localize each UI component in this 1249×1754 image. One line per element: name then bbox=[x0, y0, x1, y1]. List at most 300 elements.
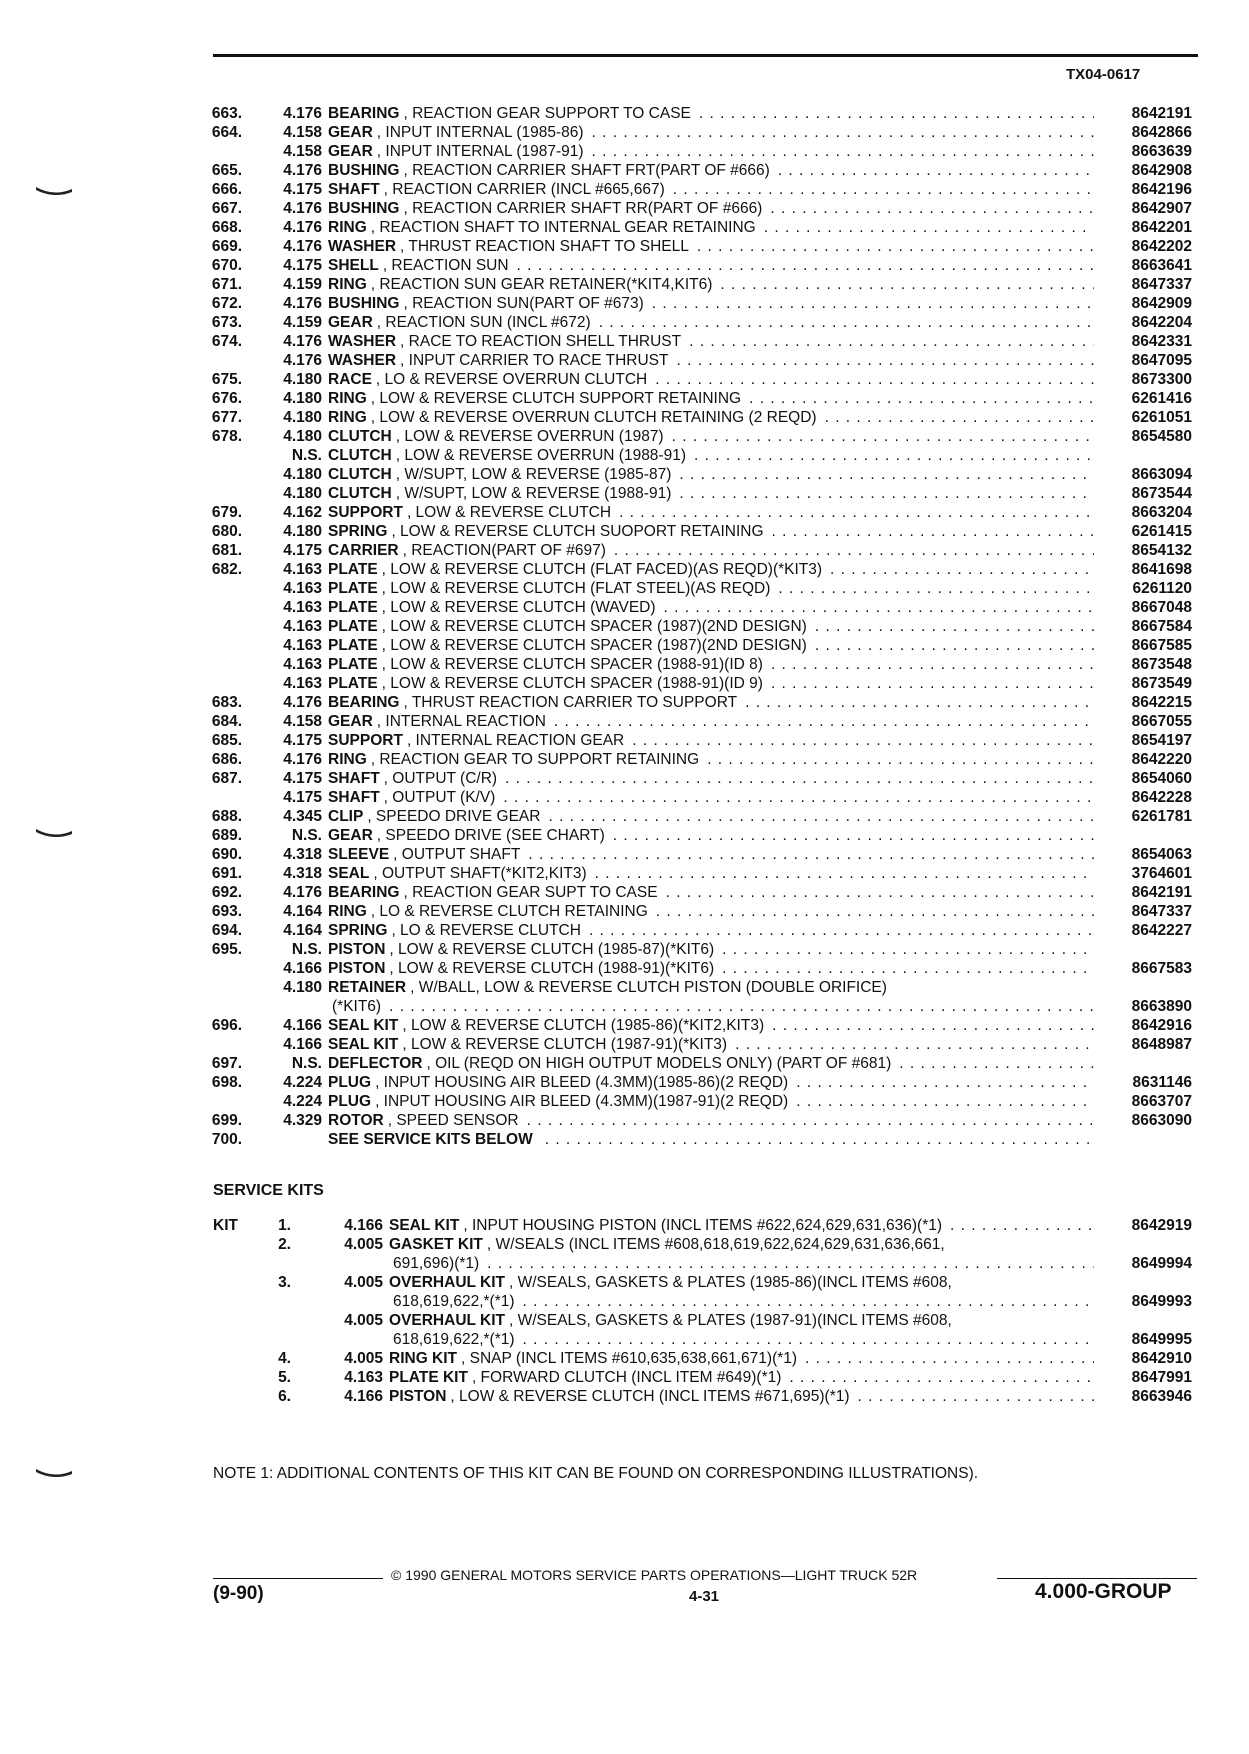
kit-row bbox=[213, 1273, 1192, 1292]
description bbox=[328, 693, 1104, 712]
illustration-ref: 4.180 bbox=[283, 390, 322, 407]
service-kits-list bbox=[213, 1216, 1192, 1406]
illustration-ref: 4.164 bbox=[283, 903, 322, 920]
part-number: 8654060 bbox=[1131, 770, 1192, 787]
part-description: , REACTION(PART OF #697) bbox=[402, 542, 606, 559]
part-description: , LOW & REVERSE CLUTCH (FLAT STEEL)(AS REQD) bbox=[381, 580, 771, 597]
part-description: , REACTION SHAFT TO INTERNAL GEAR RETAINING bbox=[370, 219, 756, 236]
part-name: CLUTCH bbox=[328, 447, 392, 464]
kit-row bbox=[213, 1368, 1192, 1387]
illustration-ref: 4.159 bbox=[283, 314, 322, 331]
illustration-ref: 4.163 bbox=[283, 580, 322, 597]
part-description: 691,696)(*1) bbox=[393, 1255, 480, 1272]
part-description: , OUTPUT SHAFT bbox=[393, 846, 521, 863]
description bbox=[328, 332, 1104, 351]
dot-leader bbox=[772, 522, 1095, 541]
dot-leader bbox=[672, 427, 1094, 446]
dot-leader bbox=[655, 370, 1094, 389]
part-number: 8642191 bbox=[1131, 105, 1192, 122]
part-number: 8631146 bbox=[1132, 1074, 1192, 1091]
illustration-ref: 4.158 bbox=[283, 713, 322, 730]
item-number: 666. bbox=[211, 181, 242, 198]
dot-leader bbox=[545, 1130, 1094, 1149]
dot-leader bbox=[389, 997, 1094, 1016]
part-number: 8642907 bbox=[1131, 200, 1192, 217]
description bbox=[328, 351, 1104, 370]
part-description: , REACTION CARRIER SHAFT RR(PART OF #666) bbox=[403, 200, 763, 217]
description bbox=[328, 902, 1104, 921]
item-number: 675. bbox=[211, 371, 242, 388]
illustration-ref: 4.158 bbox=[283, 143, 322, 160]
part-description: , REACTION GEAR SUPPORT TO CASE bbox=[403, 105, 691, 122]
illustration-ref: 4.176 bbox=[283, 333, 322, 350]
part-description: , LO & REVERSE OVERRUN CLUTCH bbox=[375, 371, 648, 388]
description bbox=[328, 1073, 1104, 1092]
dot-leader bbox=[548, 807, 1094, 826]
part-description: , REACTION GEAR TO SUPPORT RETAINING bbox=[370, 751, 700, 768]
part-number bbox=[1104, 1235, 1192, 1254]
illustration-ref bbox=[291, 1254, 389, 1273]
part-row bbox=[200, 199, 1192, 218]
item-number: 682. bbox=[211, 561, 242, 578]
description bbox=[328, 522, 1104, 541]
part-description: , REACTION SUN bbox=[382, 257, 509, 274]
part-row bbox=[200, 370, 1192, 389]
part-name: OVERHAUL KIT bbox=[389, 1312, 505, 1329]
illustration-ref: 4.163 bbox=[283, 637, 322, 654]
dot-leader bbox=[771, 674, 1094, 693]
dot-leader bbox=[789, 1368, 1094, 1387]
description bbox=[389, 1330, 1104, 1349]
part-number: 8667048 bbox=[1131, 599, 1192, 616]
illustration-ref bbox=[242, 997, 328, 1016]
part-row bbox=[200, 446, 1192, 465]
part-description: , REACTION CARRIER (INCL #665,667) bbox=[383, 181, 665, 198]
part-number bbox=[1104, 1054, 1192, 1073]
description bbox=[389, 1349, 1104, 1368]
part-name: PLATE KIT bbox=[389, 1369, 468, 1386]
dot-leader bbox=[745, 693, 1094, 712]
part-name: PISTON bbox=[389, 1388, 447, 1405]
illustration-ref: 4.180 bbox=[283, 523, 322, 540]
part-number: 8654580 bbox=[1131, 428, 1192, 445]
illustration-ref: 4.162 bbox=[283, 504, 322, 521]
dot-leader bbox=[778, 161, 1094, 180]
dot-leader bbox=[815, 617, 1094, 636]
part-number: 8647095 bbox=[1131, 352, 1192, 369]
part-row bbox=[200, 541, 1192, 560]
part-number: 8642910 bbox=[1131, 1350, 1192, 1367]
part-number: 8673544 bbox=[1131, 485, 1192, 502]
part-number: 8642866 bbox=[1131, 124, 1192, 141]
illustration-ref: 4.329 bbox=[283, 1112, 322, 1129]
dot-leader bbox=[656, 902, 1094, 921]
part-number: 8654132 bbox=[1131, 542, 1192, 559]
part-description: , LOW & REVERSE CLUTCH SPACER (1988-91)(ID 9) bbox=[381, 675, 763, 692]
parts-list bbox=[200, 104, 1192, 1149]
part-description: , SPEEDO DRIVE (SEE CHART) bbox=[376, 827, 605, 844]
illustration-ref: N.S. bbox=[291, 447, 322, 464]
illustration-ref: 4.175 bbox=[283, 732, 322, 749]
description bbox=[389, 1368, 1104, 1387]
description bbox=[328, 275, 1104, 294]
description bbox=[328, 1035, 1104, 1054]
part-description: , LOW & REVERSE CLUTCH (WAVED) bbox=[381, 599, 656, 616]
item-number: 4. bbox=[278, 1350, 291, 1367]
dot-leader bbox=[505, 769, 1094, 788]
part-description: , LOW & REVERSE OVERRUN (1988-91) bbox=[395, 447, 686, 464]
dot-leader bbox=[528, 845, 1094, 864]
illustration-ref: 4.166 bbox=[283, 1036, 322, 1053]
part-description: , OIL (REQD ON HIGH OUTPUT MODELS ONLY) (PART OF #681) bbox=[426, 1055, 892, 1072]
illustration-ref: 4.180 bbox=[283, 409, 322, 426]
part-number: 8663090 bbox=[1131, 1112, 1192, 1129]
part-description: , THRUST REACTION SHAFT TO SHELL bbox=[400, 238, 689, 255]
description bbox=[328, 142, 1104, 161]
dot-leader bbox=[517, 256, 1094, 275]
description bbox=[328, 959, 1104, 978]
part-name: RING bbox=[328, 751, 367, 768]
part-row bbox=[200, 921, 1192, 940]
part-number: 8642220 bbox=[1131, 751, 1192, 768]
item-number bbox=[200, 978, 242, 997]
dot-leader bbox=[589, 921, 1094, 940]
description bbox=[328, 1016, 1104, 1035]
part-description: (*KIT6) bbox=[332, 998, 382, 1015]
part-name: RING bbox=[328, 219, 367, 236]
item-number bbox=[200, 465, 242, 484]
part-row bbox=[200, 180, 1192, 199]
part-name: PLATE bbox=[328, 599, 378, 616]
part-name: BEARING bbox=[328, 884, 400, 901]
part-number: 8663204 bbox=[1131, 504, 1192, 521]
part-row bbox=[200, 408, 1192, 427]
part-name: PISTON bbox=[328, 960, 386, 977]
part-number bbox=[1104, 940, 1192, 959]
dot-leader bbox=[764, 218, 1094, 237]
description bbox=[328, 1054, 1104, 1073]
illustration-ref: 4.180 bbox=[283, 428, 322, 445]
part-row bbox=[200, 1016, 1192, 1035]
kit-label bbox=[213, 1387, 263, 1406]
illustration-ref: 4.180 bbox=[283, 979, 322, 996]
illustration-ref: 4.176 bbox=[283, 238, 322, 255]
part-name: BEARING bbox=[328, 694, 400, 711]
item-number: 693. bbox=[211, 903, 242, 920]
item-number: 684. bbox=[211, 713, 242, 730]
illustration-ref: 4.005 bbox=[344, 1236, 383, 1253]
part-description: , OUTPUT (K/V) bbox=[383, 789, 496, 806]
part-number: 8667585 bbox=[1131, 637, 1192, 654]
part-description: , W/SEALS, GASKETS & PLATES (1987-91)(INCL ITEMS #608, bbox=[508, 1312, 952, 1329]
part-row bbox=[200, 522, 1192, 541]
illustration-ref: 4.318 bbox=[283, 865, 322, 882]
part-row bbox=[200, 1092, 1192, 1111]
description bbox=[328, 978, 1104, 997]
illustration-ref: 4.163 bbox=[344, 1369, 383, 1386]
illustration-ref: 4.180 bbox=[283, 485, 322, 502]
part-row bbox=[200, 142, 1192, 161]
part-number: 8667584 bbox=[1131, 618, 1192, 635]
item-number: 668. bbox=[211, 219, 242, 236]
description bbox=[328, 237, 1104, 256]
part-description: , LOW & REVERSE CLUTCH (1987-91)(*KIT3) bbox=[402, 1036, 728, 1053]
part-description: , SPEED SENSOR bbox=[387, 1112, 519, 1129]
item-number: 681. bbox=[211, 542, 242, 559]
kit-label bbox=[213, 1368, 263, 1387]
illustration-ref: N.S. bbox=[291, 827, 322, 844]
part-description: , REACTION CARRIER SHAFT FRT(PART OF #666) bbox=[403, 162, 770, 179]
part-number: 8654063 bbox=[1131, 846, 1192, 863]
binder-hole-mark bbox=[36, 1467, 72, 1477]
illustration-ref: 4.163 bbox=[283, 675, 322, 692]
illustration-ref: 4.345 bbox=[283, 808, 322, 825]
part-number: 8667583 bbox=[1131, 960, 1192, 977]
part-description: , INPUT HOUSING AIR BLEED (4.3MM)(1985-86)(2 REQD) bbox=[375, 1074, 789, 1091]
item-number: 667. bbox=[211, 200, 242, 217]
part-number: 3764601 bbox=[1131, 865, 1192, 882]
part-number: 8642331 bbox=[1131, 333, 1192, 350]
part-description: , INTERNAL REACTION bbox=[376, 713, 546, 730]
item-number: 671. bbox=[211, 276, 242, 293]
part-row bbox=[200, 636, 1192, 655]
part-number: 8663094 bbox=[1131, 466, 1192, 483]
description bbox=[328, 256, 1104, 275]
part-row bbox=[200, 883, 1192, 902]
part-row bbox=[200, 997, 1192, 1016]
part-number: 8649994 bbox=[1131, 1255, 1192, 1272]
kit-row bbox=[213, 1216, 1192, 1235]
kit-label bbox=[213, 1235, 263, 1254]
kit-label bbox=[213, 1292, 263, 1311]
illustration-ref: 4.005 bbox=[344, 1274, 383, 1291]
dot-leader bbox=[770, 199, 1094, 218]
dot-leader bbox=[771, 655, 1094, 674]
kit-label: KIT bbox=[213, 1217, 238, 1234]
item-number bbox=[200, 1092, 242, 1111]
kit-label bbox=[213, 1254, 263, 1273]
item-number: 674. bbox=[211, 333, 242, 350]
part-row bbox=[200, 826, 1192, 845]
description bbox=[328, 940, 1104, 959]
description bbox=[328, 807, 1104, 826]
part-name: GEAR bbox=[328, 314, 373, 331]
part-description: , LO & REVERSE CLUTCH RETAINING bbox=[370, 903, 648, 920]
part-name: SEAL bbox=[328, 865, 370, 882]
part-number: 8642202 bbox=[1131, 238, 1192, 255]
item-number: 691. bbox=[211, 865, 242, 882]
item-number: 677. bbox=[211, 409, 242, 426]
illustration-ref: 4.176 bbox=[283, 295, 322, 312]
part-name: SEAL KIT bbox=[328, 1036, 399, 1053]
item-number: 678. bbox=[211, 428, 242, 445]
part-name: WASHER bbox=[328, 238, 397, 255]
description bbox=[328, 484, 1104, 503]
part-number: 8642919 bbox=[1131, 1217, 1192, 1234]
dot-leader bbox=[796, 1092, 1094, 1111]
item-number bbox=[200, 655, 242, 674]
part-description: , LOW & REVERSE CLUTCH SPACER (1987)(2ND DESIGN) bbox=[381, 618, 807, 635]
illustration-ref: 4.005 bbox=[344, 1350, 383, 1367]
part-number bbox=[1104, 826, 1192, 845]
item-number bbox=[200, 636, 242, 655]
part-row bbox=[200, 617, 1192, 636]
kit-row bbox=[213, 1311, 1192, 1330]
part-name: CLUTCH bbox=[328, 485, 392, 502]
part-name: RING bbox=[328, 409, 367, 426]
item-number: 673. bbox=[211, 314, 242, 331]
part-name: CARRIER bbox=[328, 542, 399, 559]
part-description: , LOW & REVERSE CLUTCH SPACER (1988-91)(ID 8) bbox=[381, 656, 763, 673]
description bbox=[389, 1216, 1104, 1235]
dot-leader bbox=[796, 1073, 1094, 1092]
item-number: 695. bbox=[211, 941, 242, 958]
part-description: , LOW & REVERSE CLUTCH (1985-86)(*KIT2,KIT3) bbox=[402, 1017, 765, 1034]
part-number: 8663890 bbox=[1131, 998, 1192, 1015]
item-number bbox=[263, 1311, 291, 1330]
dot-leader bbox=[720, 275, 1094, 294]
part-name: ROTOR bbox=[328, 1112, 384, 1129]
part-number: 8642228 bbox=[1131, 789, 1192, 806]
illustration-ref: 4.175 bbox=[283, 257, 322, 274]
item-number bbox=[200, 617, 242, 636]
description bbox=[389, 1273, 1104, 1292]
part-description: , LOW & REVERSE OVERRUN CLUTCH RETAINING (2 REQD) bbox=[370, 409, 817, 426]
part-number: 8642909 bbox=[1131, 295, 1192, 312]
item-number bbox=[200, 446, 242, 465]
part-name: OVERHAUL KIT bbox=[389, 1274, 505, 1291]
dot-leader bbox=[523, 1292, 1094, 1311]
illustration-ref bbox=[291, 1292, 389, 1311]
service-kits-heading: SERVICE KITS bbox=[213, 1182, 324, 1199]
part-number: 8663946 bbox=[1131, 1388, 1192, 1405]
part-name: SEAL KIT bbox=[389, 1217, 460, 1234]
part-number: 8663641 bbox=[1131, 257, 1192, 274]
dot-leader bbox=[722, 940, 1094, 959]
description bbox=[328, 579, 1104, 598]
illustration-ref bbox=[291, 1330, 389, 1349]
description bbox=[328, 997, 1104, 1016]
part-description: , FORWARD CLUTCH (INCL ITEM #649)(*1) bbox=[471, 1369, 782, 1386]
part-number: 8649995 bbox=[1131, 1331, 1192, 1348]
part-name: SPRING bbox=[328, 523, 388, 540]
description bbox=[328, 560, 1104, 579]
part-number: 8642204 bbox=[1131, 314, 1192, 331]
dot-leader bbox=[772, 1016, 1094, 1035]
part-row bbox=[200, 845, 1192, 864]
part-row bbox=[200, 579, 1192, 598]
item-number: 685. bbox=[211, 732, 242, 749]
part-name: WASHER bbox=[328, 352, 397, 369]
kit-row bbox=[213, 1387, 1192, 1406]
description bbox=[328, 788, 1104, 807]
illustration-ref: 4.166 bbox=[344, 1388, 383, 1405]
part-description: , RACE TO REACTION SHELL THRUST bbox=[400, 333, 682, 350]
part-name: PLATE bbox=[328, 637, 378, 654]
part-row bbox=[200, 674, 1192, 693]
part-description: , LOW & REVERSE CLUTCH bbox=[406, 504, 612, 521]
illustration-ref: 4.176 bbox=[283, 352, 322, 369]
part-number: 6261051 bbox=[1131, 409, 1192, 426]
part-name: PLUG bbox=[328, 1093, 372, 1110]
part-description: , W/SEALS, GASKETS & PLATES (1985-86)(INCL ITEMS #608, bbox=[508, 1274, 952, 1291]
part-description: , SPEEDO DRIVE GEAR bbox=[367, 808, 541, 825]
part-number: 8642908 bbox=[1131, 162, 1192, 179]
illustration-ref: 4.176 bbox=[283, 219, 322, 236]
part-number: 8642227 bbox=[1131, 922, 1192, 939]
part-number bbox=[1104, 1311, 1192, 1330]
description bbox=[328, 845, 1104, 864]
part-name: GEAR bbox=[328, 143, 373, 160]
description bbox=[328, 218, 1104, 237]
part-name: SEE SERVICE KITS BELOW bbox=[328, 1131, 533, 1148]
part-description: , OUTPUT (C/R) bbox=[383, 770, 498, 787]
part-row bbox=[200, 313, 1192, 332]
part-name: BEARING bbox=[328, 105, 400, 122]
item-number: 688. bbox=[211, 808, 242, 825]
item-number: 3. bbox=[278, 1274, 291, 1291]
part-number: 8663639 bbox=[1131, 143, 1192, 160]
part-number: 8667055 bbox=[1131, 713, 1192, 730]
dot-leader bbox=[592, 142, 1094, 161]
item-number: 676. bbox=[211, 390, 242, 407]
description bbox=[389, 1254, 1104, 1273]
description bbox=[328, 769, 1104, 788]
illustration-ref: 4.163 bbox=[283, 561, 322, 578]
part-description: 618,619,622,*(*1) bbox=[393, 1293, 515, 1310]
dot-leader bbox=[527, 1111, 1094, 1130]
illustration-ref: 4.176 bbox=[283, 105, 322, 122]
item-number: 690. bbox=[211, 846, 242, 863]
illustration-ref: 4.175 bbox=[283, 770, 322, 787]
part-number: 8654197 bbox=[1131, 732, 1192, 749]
part-name: BUSHING bbox=[328, 295, 400, 312]
description bbox=[328, 864, 1104, 883]
dot-leader bbox=[830, 560, 1094, 579]
item-number: 683. bbox=[211, 694, 242, 711]
description bbox=[328, 503, 1104, 522]
part-number: 8642201 bbox=[1131, 219, 1192, 236]
item-number bbox=[200, 674, 242, 693]
binder-hole-mark bbox=[36, 827, 72, 837]
part-description: , LOW & REVERSE CLUTCH SUPPORT RETAINING bbox=[370, 390, 742, 407]
item-number: 687. bbox=[211, 770, 242, 787]
illustration-ref: 4.175 bbox=[283, 542, 322, 559]
part-row bbox=[200, 959, 1192, 978]
item-number bbox=[263, 1292, 291, 1311]
dot-leader bbox=[613, 826, 1094, 845]
part-description: , INPUT HOUSING AIR BLEED (4.3MM)(1987-91)(2 REQD) bbox=[375, 1093, 789, 1110]
part-name: PISTON bbox=[328, 941, 386, 958]
item-number bbox=[200, 351, 242, 370]
part-name: PLUG bbox=[328, 1074, 372, 1091]
part-number: 8647991 bbox=[1131, 1369, 1192, 1386]
part-description: , LOW & REVERSE OVERRUN (1987) bbox=[395, 428, 664, 445]
kit-row bbox=[213, 1349, 1192, 1368]
part-name: PLATE bbox=[328, 656, 378, 673]
dot-leader bbox=[679, 465, 1094, 484]
dot-leader bbox=[899, 1054, 1094, 1073]
part-row bbox=[200, 655, 1192, 674]
description bbox=[389, 1235, 1104, 1254]
part-description: , W/SUPT, LOW & REVERSE (1988-91) bbox=[395, 485, 672, 502]
illustration-ref bbox=[242, 1130, 328, 1149]
description bbox=[328, 313, 1104, 332]
dot-leader bbox=[778, 579, 1094, 598]
description bbox=[328, 104, 1104, 123]
part-row bbox=[200, 1130, 1192, 1149]
part-row bbox=[200, 484, 1192, 503]
